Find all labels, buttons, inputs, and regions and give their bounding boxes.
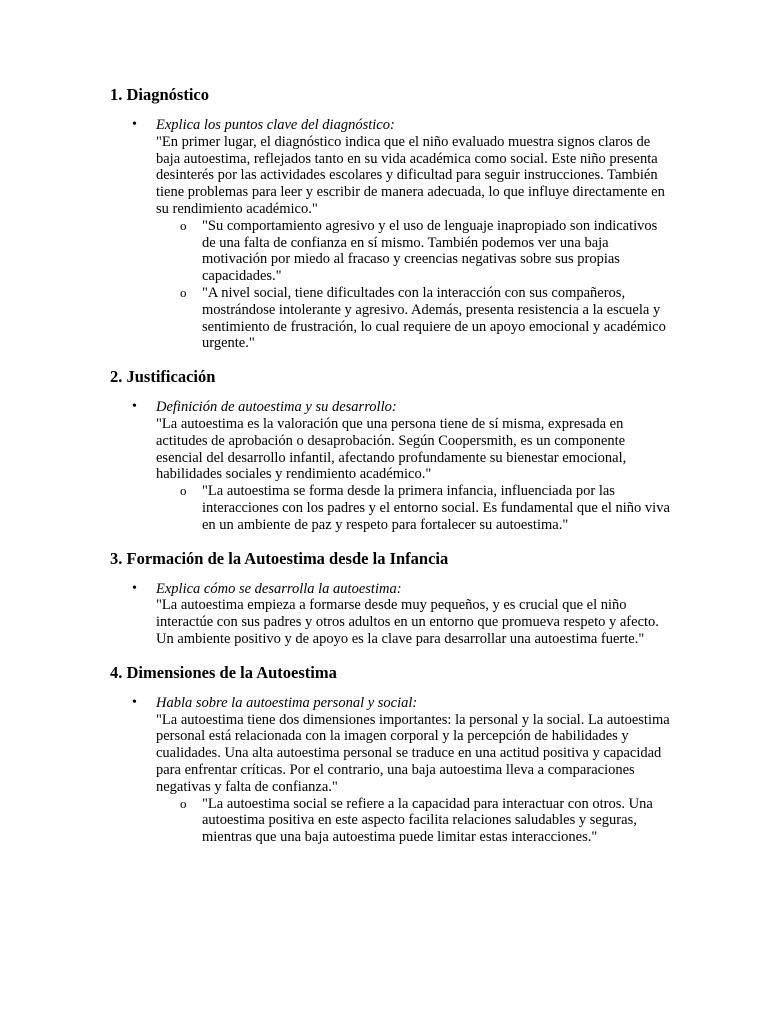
section-heading: 3. Formación de la Autoestima desde la Infancia: [110, 548, 449, 568]
sub-item: o "A nivel social, tiene dificultades con la interacción con sus compañeros, mostrándose intolerante y agresivo. Además, presenta resistencia a la escuela y sentimiento de frustración, lo cual requiere de un apoyo emocional y académico urgente.": [156, 285, 670, 352]
bullet-lead: • Definición de autoestima y su desarrollo:: [156, 399, 397, 416]
bullet-item: [110, 117, 670, 352]
sub-list: [156, 218, 670, 352]
bullet-item: [110, 695, 670, 846]
bullet-list: [110, 581, 670, 648]
bullet-lead: • Explica cómo se desarrolla la autoestima:: [156, 580, 402, 597]
bullet-list: [110, 399, 670, 533]
bullet-list: [110, 695, 670, 846]
sub-item: o "Su comportamiento agresivo y el uso de lenguaje inapropiado son indicativos de una falta de confianza en sí mismo. También podemos ver una baja motivación por miedo al fracaso y creencias negativas sobre sus propias capacidades.": [156, 218, 670, 285]
sub-list: [156, 796, 670, 846]
section-justificacion: [110, 366, 670, 533]
bullet-text: "La autoestima tiene dos dimensiones importantes: la personal y la social. La autoestima personal está relacionada con la imagen corporal y la percepción de habilidades y cualidades. Una alta autoestima personal se traduce en una actitud positiva y capacidad para enfrentar críticas. Por el contrario, una baja autoestima lleva a comparaciones negativas y falta de confianza.": [156, 711, 670, 795]
bullet-text: "La autoestima es la valoración que una persona tiene de sí misma, expresada en actitudes de aprobación o desaprobación. Según Coopersmith, es un componente esencial del desarrollo infantil, afectando profundamente su bienestar emocional, habilidades sociales y rendimiento académico.": [156, 415, 627, 483]
section-diagnostico: [110, 84, 670, 352]
bullet-text: "En primer lugar, el diagnóstico indica que el niño evaluado muestra signos claros de baja autoestima, reflejados tanto en su vida académica como social. Este niño presenta desinterés por las actividades escolares y dificultad para seguir instrucciones. También tiene problemas para leer y escribir de manera adecuada, lo que influye directamente en su rendimiento académico.": [156, 133, 665, 217]
section-formacion: [110, 548, 670, 648]
sub-item: o "La autoestima se forma desde la primera infancia, influenciada por las interacciones con los padres y el entorno social. Es fundamental que el niño viva en un ambiente de paz y respeto para fortalecer su autoestima.": [156, 483, 670, 533]
section-heading: 1. Diagnóstico: [110, 85, 209, 104]
bullet-lead: • Habla sobre la autoestima personal y social:: [156, 694, 418, 711]
bullet-list: [110, 117, 670, 352]
sub-list: [156, 483, 670, 533]
document-content: [110, 84, 670, 860]
section-heading: 2. Justificación: [110, 367, 216, 387]
bullet-lead: • Explica los puntos clave del diagnóstico:: [156, 117, 395, 133]
bullet-item: [110, 581, 670, 648]
sub-item: o "La autoestima social se refiere a la capacidad para interactuar con otros. Una autoestima positiva en este aspecto facilita relaciones saludables y seguras, mientras que una baja autoestima puede limitar estas interacciones.": [156, 796, 670, 846]
section-heading: 4. Dimensiones de la Autoestima: [110, 662, 337, 682]
section-dimensiones: [110, 662, 670, 846]
bullet-item: [110, 399, 670, 533]
bullet-text: "La autoestima empieza a formarse desde muy pequeños, y es crucial que el niño interactúe con sus padres y otros adultos en un entorno que promueva respeto y afecto. Un ambiente positivo y de apoyo es la clave para desarrollar una autoestima fuerte.": [156, 597, 659, 647]
